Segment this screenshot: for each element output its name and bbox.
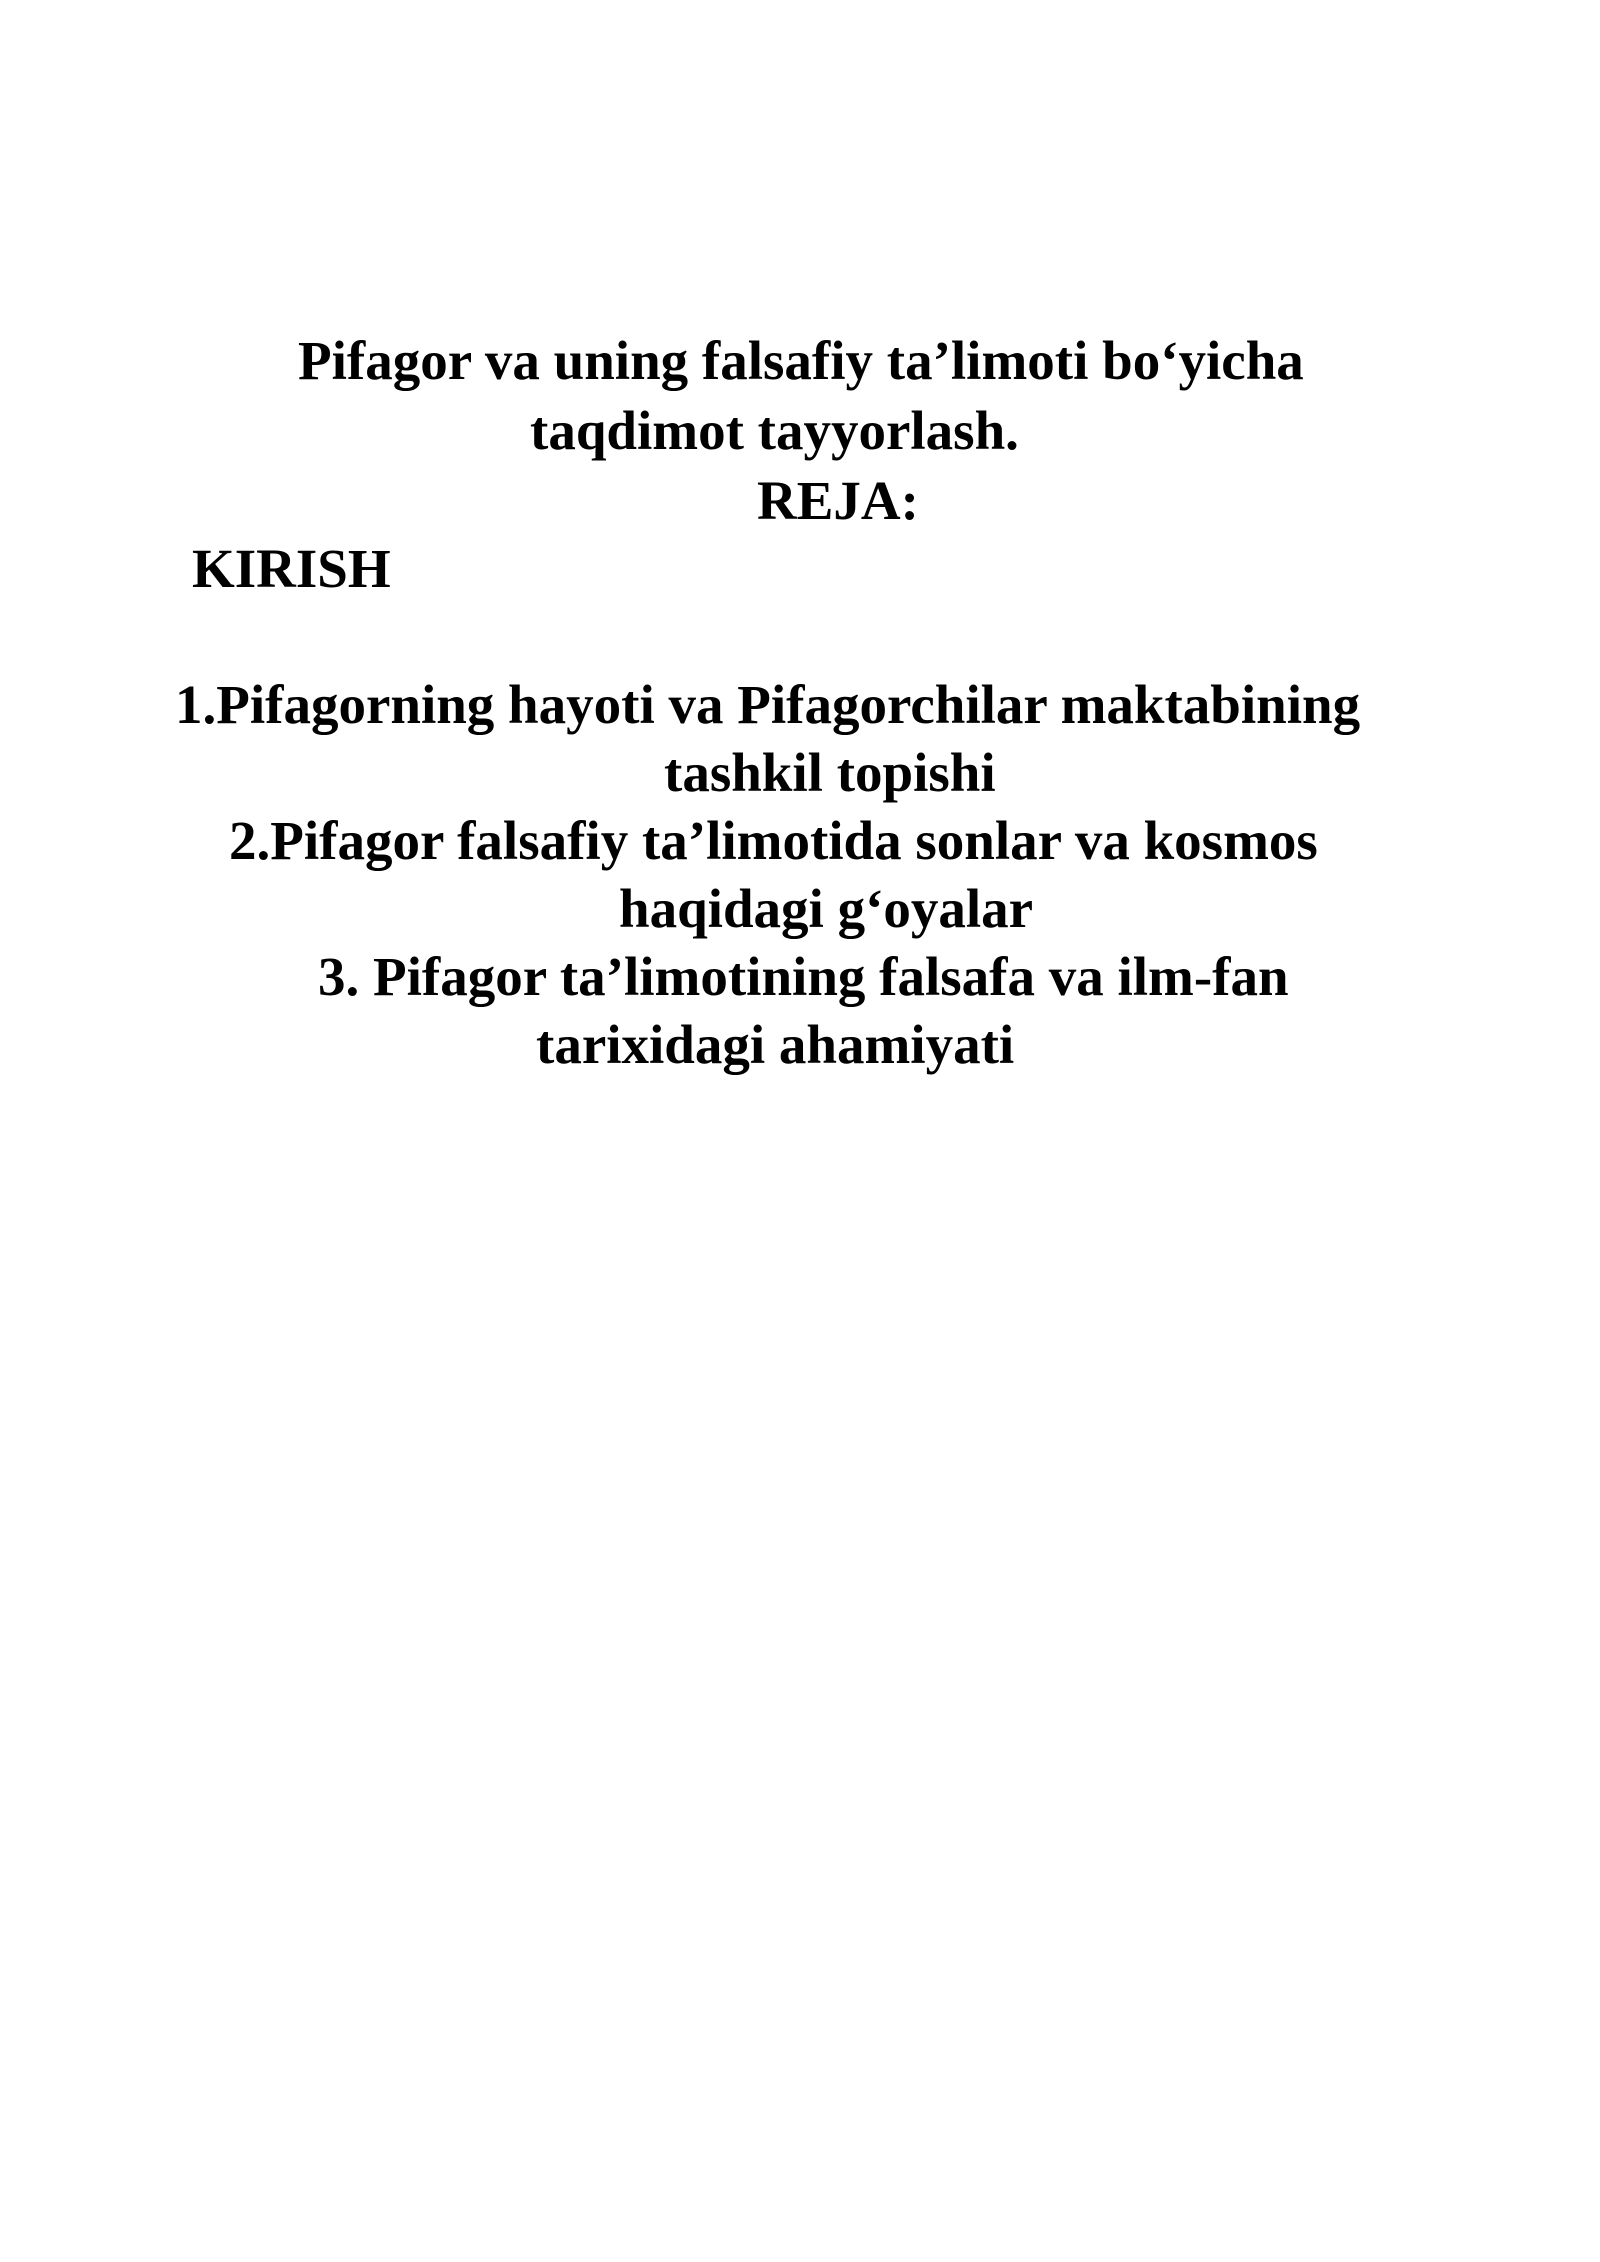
plan-item-3-line-2: tarixidagi ahamiyati <box>536 1014 1015 1075</box>
document-title-line-2: taqdimot tayyorlash. <box>530 400 1019 461</box>
plan-item-1-line-1: 1.Pifagorning hayoti va Pifagorchilar maktabining <box>175 674 1361 735</box>
document-title-line-1: Pifagor va uning falsafiy ta’limoti bo‘yicha <box>298 330 1304 391</box>
plan-item-2-line-1: 2.Pifagor falsafiy ta’limotida sonlar va kosmos <box>229 810 1318 871</box>
intro-heading: KIRISH <box>192 538 391 599</box>
plan-item-2-line-2: haqidagi g‘oyalar <box>619 878 1034 939</box>
plan-item-3-line-1: 3. Pifagor ta’limotining falsafa va ilm-fan <box>318 946 1289 1007</box>
plan-heading: REJA: <box>757 470 919 531</box>
plan-item-1-line-2: tashkil topishi <box>664 742 996 803</box>
